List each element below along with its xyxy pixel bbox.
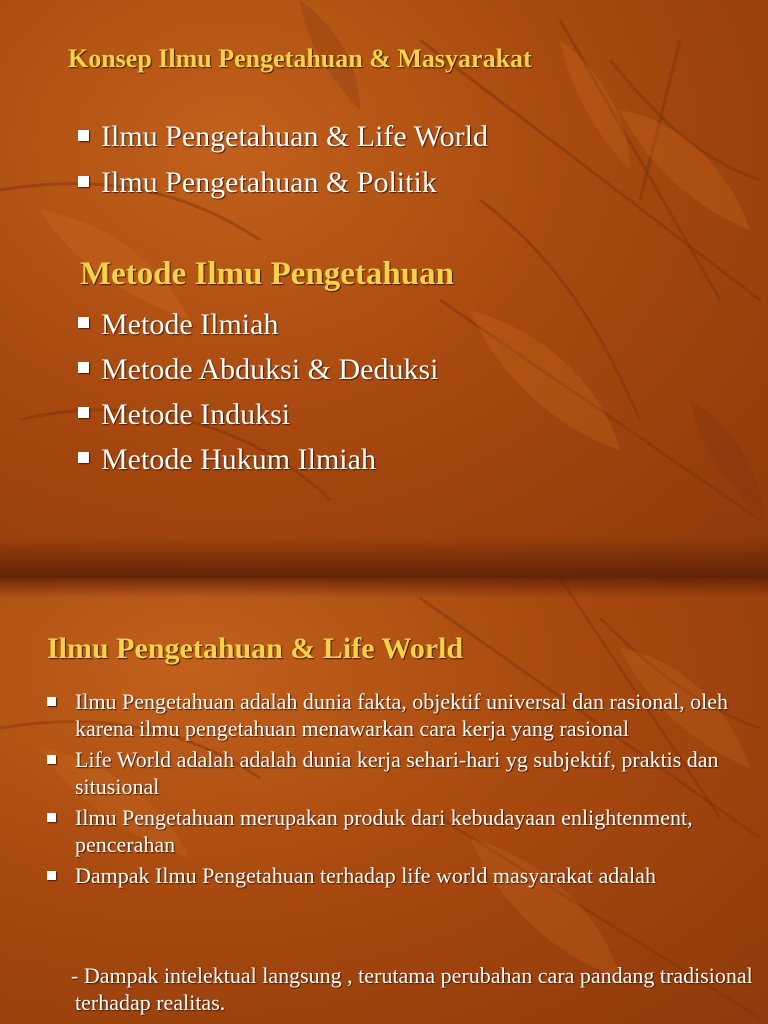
list-item-label: Metode Induksi (101, 398, 291, 431)
square-bullet-icon (78, 452, 89, 463)
square-bullet-icon (47, 871, 56, 880)
list-item (78, 392, 439, 437)
square-bullet-icon (78, 317, 89, 328)
list-item (78, 347, 439, 392)
list-item (78, 437, 439, 482)
square-bullet-icon (47, 697, 56, 706)
method-list (78, 302, 439, 482)
square-bullet-icon (47, 813, 56, 822)
list-item-label: Ilmu Pengetahuan & Politik (101, 166, 437, 199)
list-item-label: Metode Hukum Ilmiah (101, 443, 376, 476)
square-bullet-icon (78, 407, 89, 418)
list-item (47, 862, 737, 889)
list-item (47, 804, 737, 858)
slide-1-title: Konsep Ilmu Pengetahuan & Masyarakat (68, 44, 532, 73)
slide-2 (0, 578, 768, 1024)
list-item-text: Ilmu Pengetahuan merupakan produk dari kebudayaan enlightenment, pencerahan (75, 805, 693, 857)
list-item (78, 160, 488, 206)
list-item-text: Dampak Ilmu Pengetahuan terhadap life world masyarakat adalah (75, 863, 656, 888)
section-heading: Metode Ilmu Pengetahuan (80, 256, 454, 292)
square-bullet-icon (78, 130, 89, 141)
square-bullet-icon (78, 176, 89, 187)
list-item-text: Life World adalah adalah dunia kerja sehari-hari yg subjektif, praktis dan situsional (75, 747, 719, 799)
square-bullet-icon (47, 755, 56, 764)
list-item-label: Ilmu Pengetahuan & Life World (101, 120, 488, 153)
square-bullet-icon (78, 362, 89, 373)
content-bullet-list (47, 688, 737, 893)
slide-2-title: Ilmu Pengetahuan & Life World (47, 632, 464, 665)
list-item (47, 746, 737, 800)
list-item (78, 114, 488, 160)
list-item-label: Metode Abduksi & Deduksi (101, 353, 439, 386)
list-item (78, 302, 439, 347)
list-item-text: Ilmu Pengetahuan adalah dunia fakta, objektif universal dan rasional, oleh karena ilmu pengetahuan menawarkan cara kerja yang rasional (75, 689, 729, 741)
list-item-label: Metode Ilmiah (101, 308, 279, 341)
list-item (47, 688, 737, 742)
topic-list (78, 114, 488, 206)
sub-paragraph: - Dampak intelektual langsung , terutama perubahan cara pandang tradisional terhadap realitas. (71, 963, 753, 1015)
